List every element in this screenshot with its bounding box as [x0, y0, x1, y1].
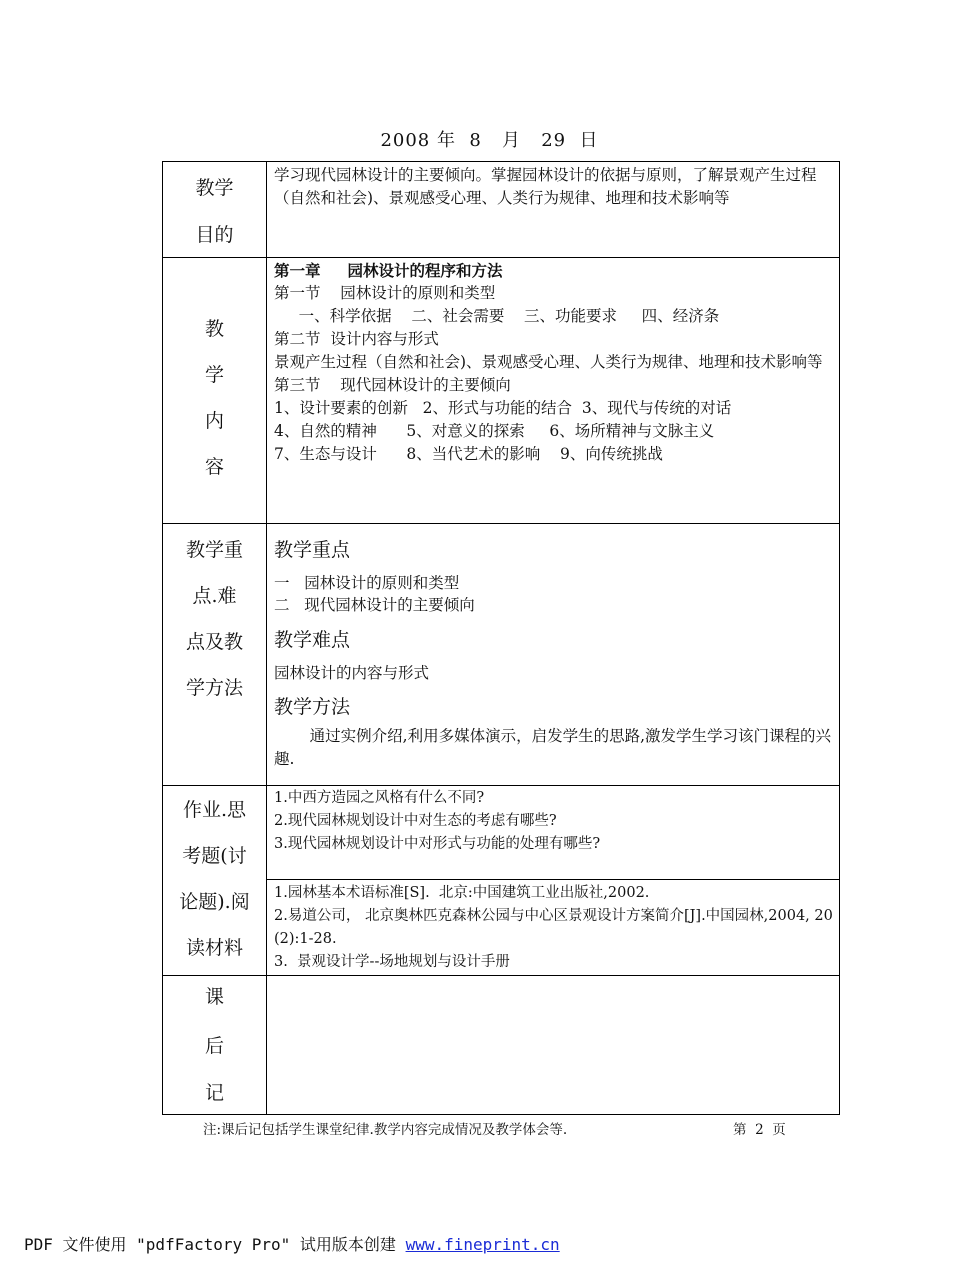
reading-3: 3. 景观设计学--场地规划与设计手册 [274, 954, 510, 970]
label-afterclass-line1: 课 [204, 986, 224, 1008]
trend-items-2: 4、自然的精神 5、对意义的探索 6、场所精神与文脉主义 [274, 422, 715, 440]
label-content-line4: 容 [204, 456, 224, 478]
label-objective-line2: 目的 [195, 224, 234, 246]
pdf-creator-text: PDF 文件使用 "pdfFactory Pro" 试用版本创建 [24, 1235, 406, 1254]
label-homework-line2: 考题(讨 [182, 845, 247, 867]
trend-items-1: 1、设计要素的创新 2、形式与功能的结合 3、现代与传统的对话 [274, 399, 732, 417]
label-homework-line1: 作业.思 [182, 799, 247, 821]
label-keypoints-line1: 教学重 [185, 539, 243, 561]
question-1: 1.中西方造园之风格有什么不同? [274, 790, 485, 806]
reading-2: 2.易道公司， 北京奥林匹克森林公园与中心区景观设计方案简介[J].中国园林,2004, 20 (2):1-28. [274, 908, 833, 947]
row-homework [163, 786, 839, 976]
question-2: 2.现代园林规划设计中对生态的考虑有哪些? [274, 813, 557, 829]
section-two: 第二节 设计内容与形式 [274, 330, 439, 348]
row-afterclass [163, 976, 839, 1116]
row-content [163, 258, 839, 524]
label-keypoints-line2: 点.难 [192, 585, 237, 607]
label-content-line3: 内 [204, 410, 224, 432]
fineprint-link[interactable]: www.fineprint.cn [405, 1235, 560, 1254]
page-number: 第 2 页 [733, 1122, 786, 1138]
label-objective-line1: 教学 [195, 177, 234, 199]
section-one: 第一节 园林设计的原则和类型 [274, 284, 496, 302]
label-keypoints-line3: 点及教 [185, 631, 243, 653]
key-points-body [274, 536, 833, 771]
label-content-line1: 教 [204, 318, 224, 340]
row-key-points [163, 524, 839, 786]
chapter-title: 第一章 园林设计的程序和方法 [274, 261, 503, 280]
question-3: 3.现代园林规划设计中对形式与功能的处理有哪些? [274, 836, 601, 852]
label-afterclass-line3: 记 [204, 1082, 224, 1104]
reading-list [274, 882, 833, 974]
objective-text [274, 164, 833, 210]
footnote: 注:课后记包括学生课堂纪律.教学内容完成情况及教学体会等. [203, 1122, 568, 1138]
difficulty-text: 园林设计的内容与形式 [274, 664, 430, 682]
section-one-items: 一、科学依据 二、社会需要 三、功能要求 四、经济条 [274, 307, 720, 325]
trend-items-3: 7、生态与设计 8、当代艺术的影响 9、向传统挑战 [274, 445, 663, 463]
label-homework-line3: 论题).阅 [179, 891, 250, 913]
pdf-creator-note [24, 1232, 560, 1255]
method-text: 通过实例介绍,利用多媒体演示，启发学生的思路,激发学生学习该门课程的兴趣. [274, 727, 831, 768]
method-title: 教学方法 [274, 696, 351, 718]
row-objective [163, 162, 839, 258]
focus-title: 教学重点 [274, 539, 351, 561]
section-three: 第三节 现代园林设计的主要倾向 [274, 376, 511, 394]
label-homework-line4: 读材料 [185, 937, 243, 959]
objective-paragraph: 学习现代园林设计的主要倾向。掌握园林设计的依据与原则，了解景观产生过程（自然和社会)、景观感受心理、人类行为规律、地理和技术影响等 [274, 166, 817, 207]
homework-questions [274, 787, 833, 856]
label-content-line2: 学 [204, 364, 224, 386]
difficulty-title: 教学难点 [274, 629, 351, 651]
content-body [274, 259, 833, 466]
label-keypoints-line4: 学方法 [185, 677, 243, 699]
reading-1: 1.园林基本术语标准[S]. 北京:中国建筑工业出版社,2002. [274, 885, 650, 901]
lesson-date: 2008 年 8 月 29 日 [380, 130, 599, 151]
label-afterclass-line2: 后 [204, 1035, 224, 1057]
focus-item-1: 一 园林设计的原则和类型 [274, 574, 460, 592]
section-two-body: 景观产生过程（自然和社会)、景观感受心理、人类行为规律、地理和技术影响等 [274, 353, 823, 371]
focus-item-2: 二 现代园林设计的主要倾向 [274, 596, 475, 614]
lesson-plan-table [162, 161, 840, 1115]
homework-divider [266, 879, 839, 880]
